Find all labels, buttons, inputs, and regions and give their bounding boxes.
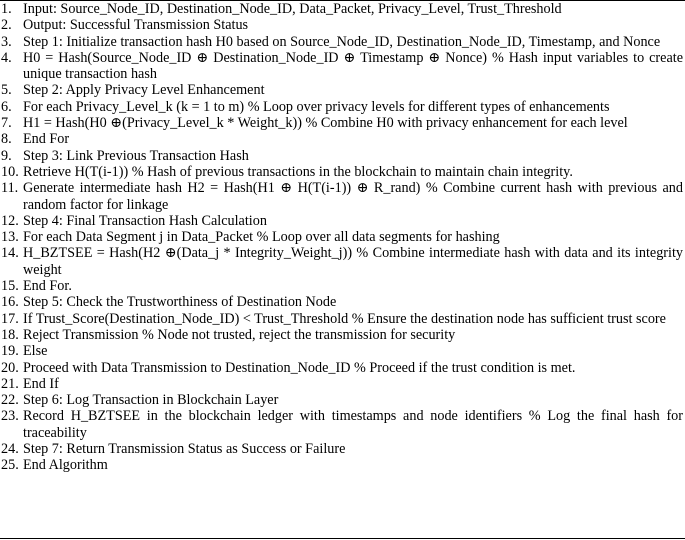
algorithm-line <box>0 229 685 245</box>
algorithm-line <box>0 115 685 131</box>
line-number: 1. <box>1 1 12 17</box>
line-text: End For <box>23 131 70 148</box>
algorithm-line <box>0 99 685 115</box>
line-number: 16. <box>1 294 19 311</box>
line-text: Reject Transmission % Node not trusted, reject the transmission for security <box>23 326 456 343</box>
line-text: For each Privacy_Level_k (k = 1 to m) % Loop over privacy levels for different types of enhancements <box>23 98 610 115</box>
line-number: 20. <box>1 359 19 376</box>
line-number: 18. <box>1 326 19 343</box>
line-number: 25. <box>1 457 19 474</box>
line-text: End For. <box>23 278 72 295</box>
line-number: 6. <box>1 98 12 115</box>
line-number: 12. <box>1 212 19 229</box>
line-text: Step 6: Log Transaction in Blockchain Layer <box>23 392 279 409</box>
line-number: 13. <box>1 229 19 246</box>
line-number: 11. <box>1 180 19 197</box>
line-number: 22. <box>1 392 19 409</box>
algorithm-line <box>0 376 685 392</box>
line-number: 24. <box>1 441 19 458</box>
algorithm-line <box>0 441 685 457</box>
line-number: 7. <box>1 115 12 132</box>
line-number: 8. <box>1 131 12 148</box>
line-number: 10. <box>1 163 19 180</box>
algorithm-line <box>0 311 685 327</box>
line-text: H_BZTSEE = Hash(H2 ⊕(Data_j * Integrity_Weight_j)) % Combine intermediate hash with data and its integrity weight <box>23 245 683 278</box>
line-text: If Trust_Score(Destination_Node_ID) < Trust_Threshold % Ensure the destination node has sufficient trust score <box>23 310 666 327</box>
algorithm-line <box>0 392 685 408</box>
algorithm-line <box>0 278 685 294</box>
algorithm-line <box>0 1 685 17</box>
line-number: 21. <box>1 375 19 392</box>
line-number: 19. <box>1 343 19 360</box>
line-number: 2. <box>1 17 12 34</box>
algorithm-line <box>0 180 685 213</box>
line-text: Generate intermediate hash H2 = Hash(H1 ⊕ H(T(i-1)) ⊕ R_rand) % Combine current hash with previous and random factor for linkage <box>23 180 683 213</box>
line-text: Else <box>23 343 48 360</box>
line-number: 4. <box>1 49 12 66</box>
line-number: 23. <box>1 408 19 425</box>
line-text: Output: Successful Transmission Status <box>23 17 249 34</box>
algorithm-line <box>0 457 685 473</box>
line-number: 15. <box>1 278 19 295</box>
line-text: Step 1: Initialize transaction hash H0 based on Source_Node_ID, Destination_Node_ID, Timestamp, and Nonce <box>23 33 661 50</box>
line-text: Input: Source_Node_ID, Destination_Node_ID, Data_Packet, Privacy_Level, Trust_Threshold <box>23 1 562 17</box>
algorithm-line <box>0 294 685 310</box>
line-text: End If <box>23 375 59 392</box>
line-number: 14. <box>1 245 19 262</box>
algorithm-line <box>0 164 685 180</box>
line-text: End Algorithm <box>23 457 108 474</box>
algorithm-line <box>0 82 685 98</box>
line-text: Record H_BZTSEE in the blockchain ledger with timestamps and node identifiers % Log the final hash for traceability <box>23 408 683 441</box>
algorithm-line <box>0 213 685 229</box>
line-text: H1 = Hash(H0 ⊕(Privacy_Level_k * Weight_k)) % Combine H0 with privacy enhancement for each level <box>23 115 628 132</box>
line-number: 17. <box>1 310 19 327</box>
algorithm-line <box>0 343 685 359</box>
line-text: Retrieve H(T(i-1)) % Hash of previous transactions in the blockchain to maintain chain integrity. <box>23 163 573 180</box>
line-number: 5. <box>1 82 12 99</box>
algorithm-line <box>0 360 685 376</box>
line-text: Step 7: Return Transmission Status as Success or Failure <box>23 441 346 458</box>
algorithm-line <box>0 131 685 147</box>
algorithm-line <box>0 34 685 50</box>
algorithm-lines <box>0 1 685 474</box>
line-text: For each Data Segment j in Data_Packet % Loop over all data segments for hashing <box>23 229 500 246</box>
algorithm-line <box>0 148 685 164</box>
algorithm-line <box>0 50 685 83</box>
algorithm-line <box>0 245 685 278</box>
line-text: Step 4: Final Transaction Hash Calculation <box>23 212 267 229</box>
algorithm-line <box>0 17 685 33</box>
algorithm-line <box>0 327 685 343</box>
line-text: H0 = Hash(Source_Node_ID ⊕ Destination_Node_ID ⊕ Timestamp ⊕ Nonce) % Hash input variables to create unique transaction hash <box>23 49 683 83</box>
line-text: Step 5: Check the Trustworthiness of Destination Node <box>23 294 337 311</box>
line-text: Proceed with Data Transmission to Destination_Node_ID % Proceed if the trust condition is met. <box>23 359 576 376</box>
bottom-rule <box>0 538 685 539</box>
line-text: Step 2: Apply Privacy Level Enhancement <box>23 82 265 99</box>
line-number: 3. <box>1 33 12 50</box>
algorithm-line <box>0 408 685 441</box>
line-number: 9. <box>1 147 12 164</box>
line-text: Step 3: Link Previous Transaction Hash <box>23 147 249 164</box>
